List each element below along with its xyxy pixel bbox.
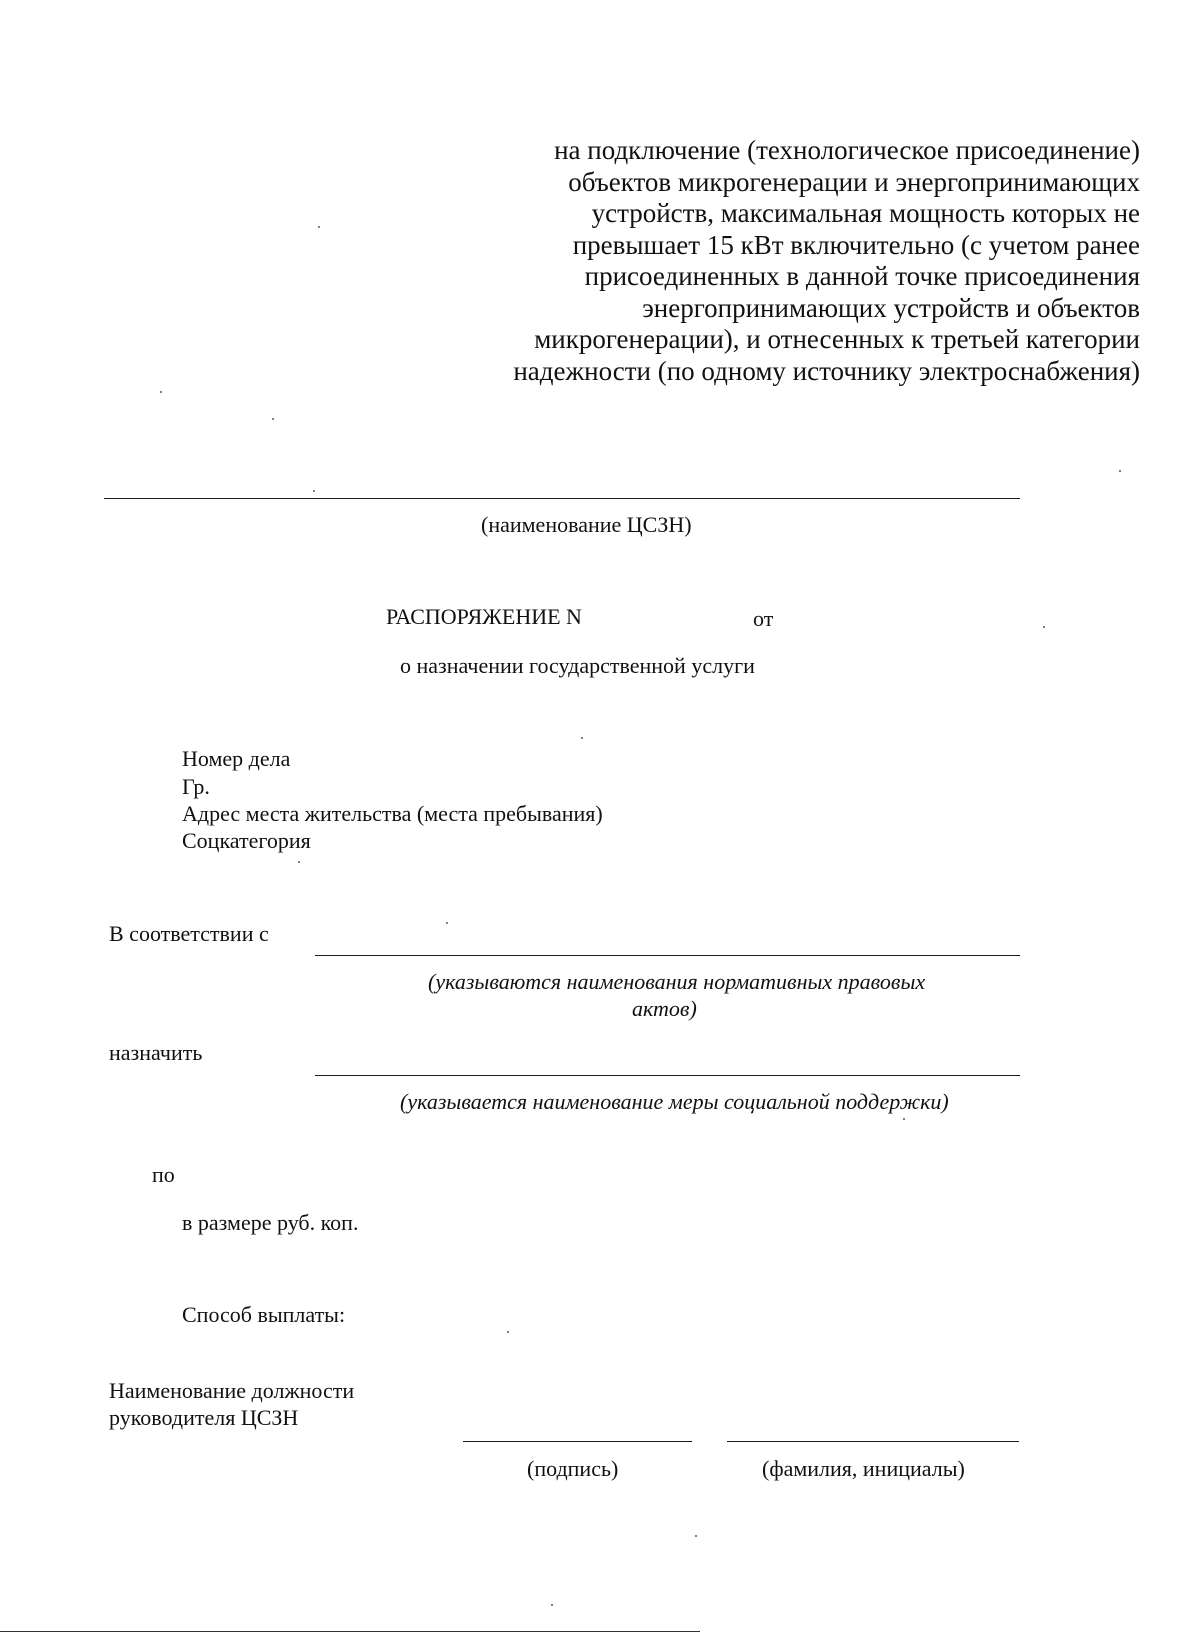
citizen-label: Гр.	[182, 774, 210, 799]
scan-speck	[313, 490, 315, 492]
org-caption: (наименование ЦСЗН)	[481, 512, 692, 537]
signature-line	[463, 1441, 692, 1442]
assign-hint: (указывается наименование меры социальной поддержки)	[400, 1089, 949, 1114]
scan-speck	[160, 391, 162, 393]
scan-speck	[272, 418, 274, 420]
scan-speck	[695, 1535, 697, 1537]
address-label: Адрес места жительства (места пребывания)	[182, 801, 603, 826]
position-title: Наименование должности	[109, 1378, 355, 1403]
name-line	[727, 1441, 1019, 1442]
header-line: микрогенерации), и отнесенных к третьей категории	[534, 324, 1140, 354]
signature-caption: (подпись)	[527, 1456, 619, 1481]
header-line: присоединенных в данной точке присоединения	[584, 261, 1140, 291]
basis-hint: (указываются наименования нормативных правовых	[428, 969, 926, 994]
category-label: Соцкатегория	[182, 828, 311, 853]
period-label: по	[152, 1162, 175, 1187]
scan-speck	[446, 922, 448, 924]
scan-speck	[318, 226, 320, 228]
scan-speck	[903, 1118, 905, 1120]
scan-speck	[551, 1604, 553, 1606]
order-date-label: от	[753, 606, 774, 631]
scan-edge-line	[0, 1631, 700, 1632]
header-line: объектов микрогенерации и энергопринимающих	[568, 166, 1140, 197]
order-subtitle: о назначении государственной услуги	[400, 653, 755, 678]
basis-hint-cont: актов)	[632, 996, 697, 1021]
basis-line	[315, 955, 1020, 956]
scan-speck	[1119, 470, 1121, 472]
header-line: на подключение (технологическое присоединение)	[554, 135, 1140, 165]
document-header	[440, 135, 1140, 387]
scan-speck	[1043, 626, 1045, 628]
basis-label: В соответствии с	[109, 921, 269, 946]
header-line: энергопринимающих устройств и объектов	[642, 292, 1140, 323]
assign-line	[315, 1075, 1020, 1076]
name-caption: (фамилия, инициалы)	[762, 1456, 965, 1481]
scan-speck	[581, 737, 583, 739]
amount-label: в размере руб. коп.	[182, 1210, 359, 1235]
org-name-line	[104, 498, 1020, 499]
header-line: превышает 15 кВт включительно (с учетом ранее	[572, 229, 1140, 260]
scan-speck	[298, 861, 300, 863]
case-number-label: Номер дела	[182, 746, 291, 771]
scan-speck	[507, 1331, 509, 1333]
assign-label: назначить	[109, 1040, 203, 1065]
header-line: устройств, максимальная мощность которых не	[591, 198, 1140, 228]
order-title: РАСПОРЯЖЕНИЕ N	[386, 604, 582, 629]
position-title-cont: руководителя ЦСЗН	[109, 1405, 299, 1430]
payment-method-label: Способ выплаты:	[182, 1302, 346, 1327]
header-line: надежности (по одному источнику электроснабжения)	[513, 355, 1140, 386]
